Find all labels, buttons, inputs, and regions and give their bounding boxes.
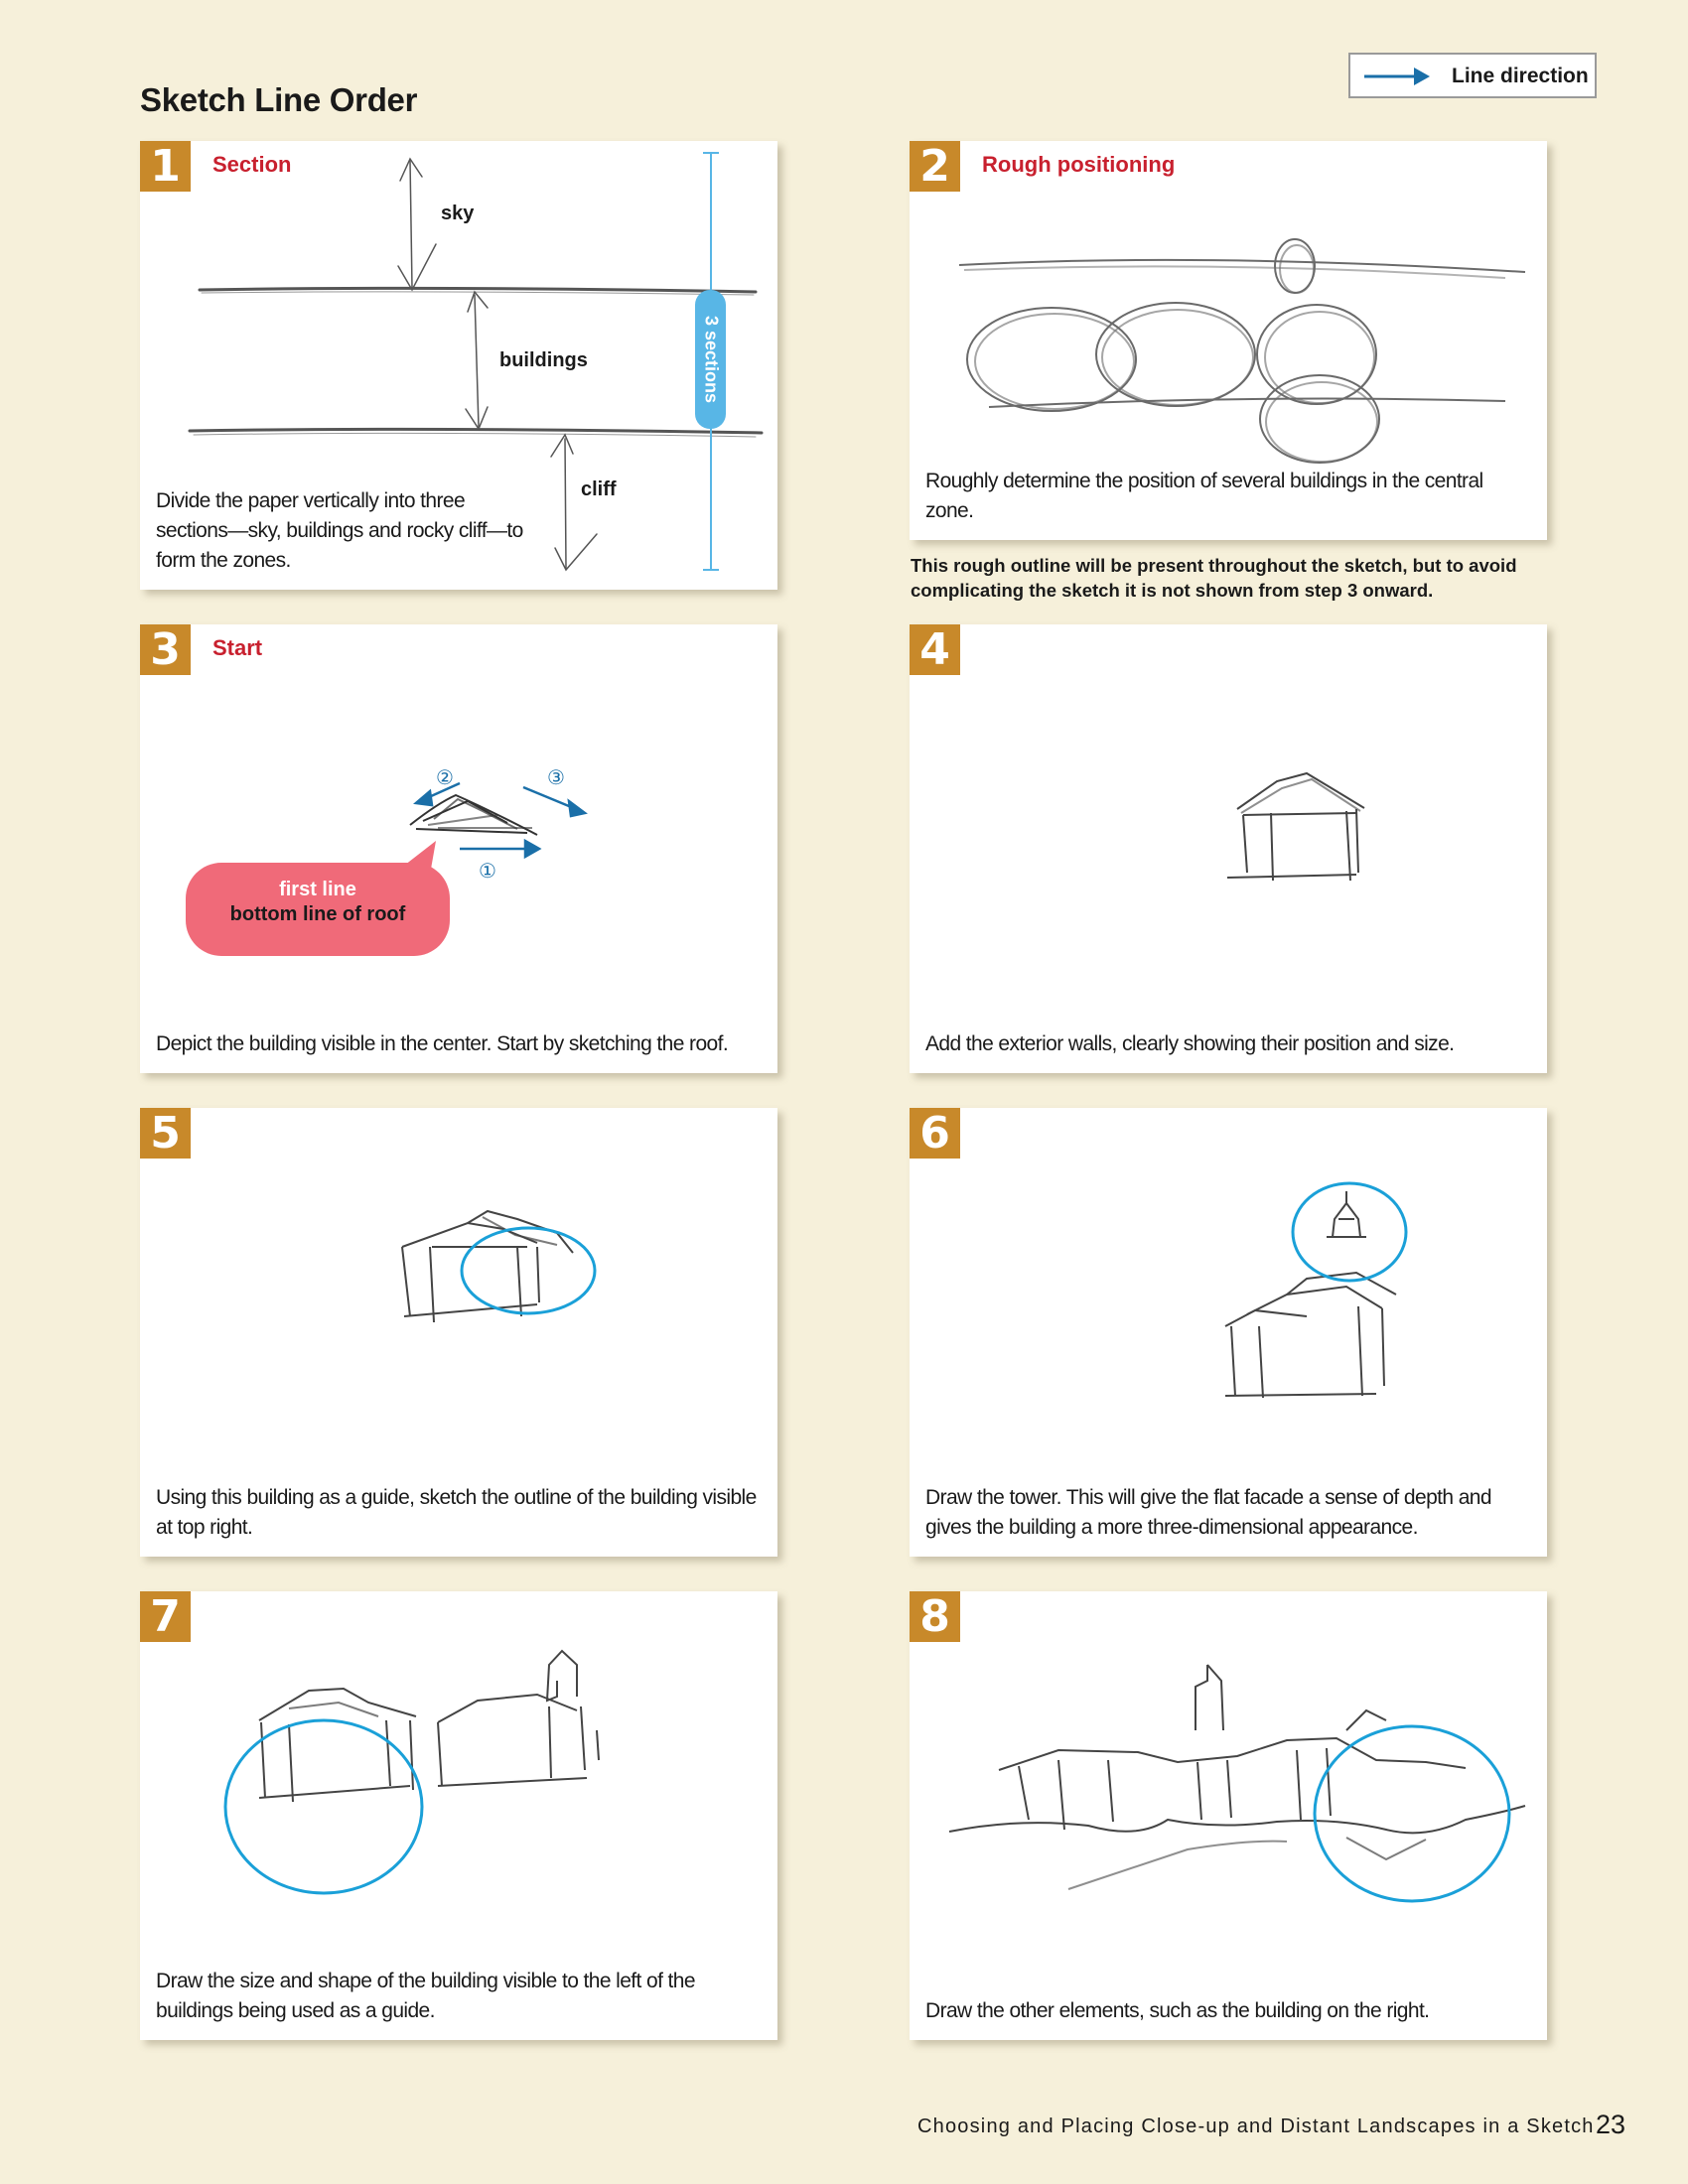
step-panel-3 [140,624,777,1073]
page-number: 23 [1596,2110,1626,2139]
callout-line-2: bottom line of roof [229,903,406,925]
step-panel-2 [910,141,1547,540]
step-title: Start [212,635,263,660]
step-caption: Divide the paper vertically into three sections—sky, buildings and rocky cliff—to form the zones. [156,489,523,572]
step-number: 1 [140,141,191,192]
step-number: 8 [910,1591,960,1642]
walls-sketch [910,624,1547,1073]
step-caption: Add the exterior walls, clearly showing their position and size. [925,1032,1455,1055]
step-caption: Draw the other elements, such as the building on the right. [925,1999,1430,2022]
sections-label: 3 sections [701,315,721,404]
step-number: 5 [140,1108,191,1159]
running-footer: Choosing and Placing Close-up and Distant Landscapes in a Sketch [917,2116,1595,2137]
step-panel-7 [140,1591,777,2040]
callout-line-1: first line [279,879,356,900]
step-panel-4 [910,624,1547,1073]
label-sky: sky [441,203,475,224]
arrow-right-icon [1362,65,1434,88]
step-number: 7 [140,1591,191,1642]
page-title: Sketch Line Order [140,81,418,118]
step-caption: Draw the tower. This will give the flat facade a sense of depth and gives the building a more three-dimensional appearance. [925,1486,1491,1539]
step-number: 4 [910,624,960,675]
first-line-callout [186,863,450,956]
marker-3: ③ [547,767,565,789]
step-title: Rough positioning [982,152,1176,177]
step-panel-6 [910,1108,1547,1557]
bubble-pointer [140,624,777,1073]
step-number: 6 [910,1108,960,1159]
step-number: 2 [910,141,960,192]
step-caption: Draw the size and shape of the building visible to the left of the buildings being used as a guide. [156,1970,695,2022]
step-number: 3 [140,624,191,675]
step-panel-8 [910,1591,1547,2040]
step-panel-1 [140,141,777,590]
step-title: Section [212,152,292,177]
label-buildings: buildings [499,349,588,371]
legend-label: Line direction [1452,65,1589,87]
legend-box [1348,53,1597,98]
step-caption: Depict the building visible in the center. Start by sketching the roof. [156,1032,729,1055]
sections-marker [695,290,726,429]
marker-1: ① [479,861,496,883]
label-cliff: cliff [581,478,617,500]
full-scene-sketch [910,1591,1547,2040]
step-caption: Using this building as a guide, sketch the outline of the building visible at top right. [156,1486,757,1539]
step-caption: Roughly determine the position of several buildings in the central zone. [925,470,1483,522]
rough-outline-note: This rough outline will be present throughout the sketch, but to avoid complicating the sketch it is not shown from step 3 onward. [911,555,1517,601]
step-panel-5 [140,1108,777,1557]
marker-2: ② [436,767,454,789]
